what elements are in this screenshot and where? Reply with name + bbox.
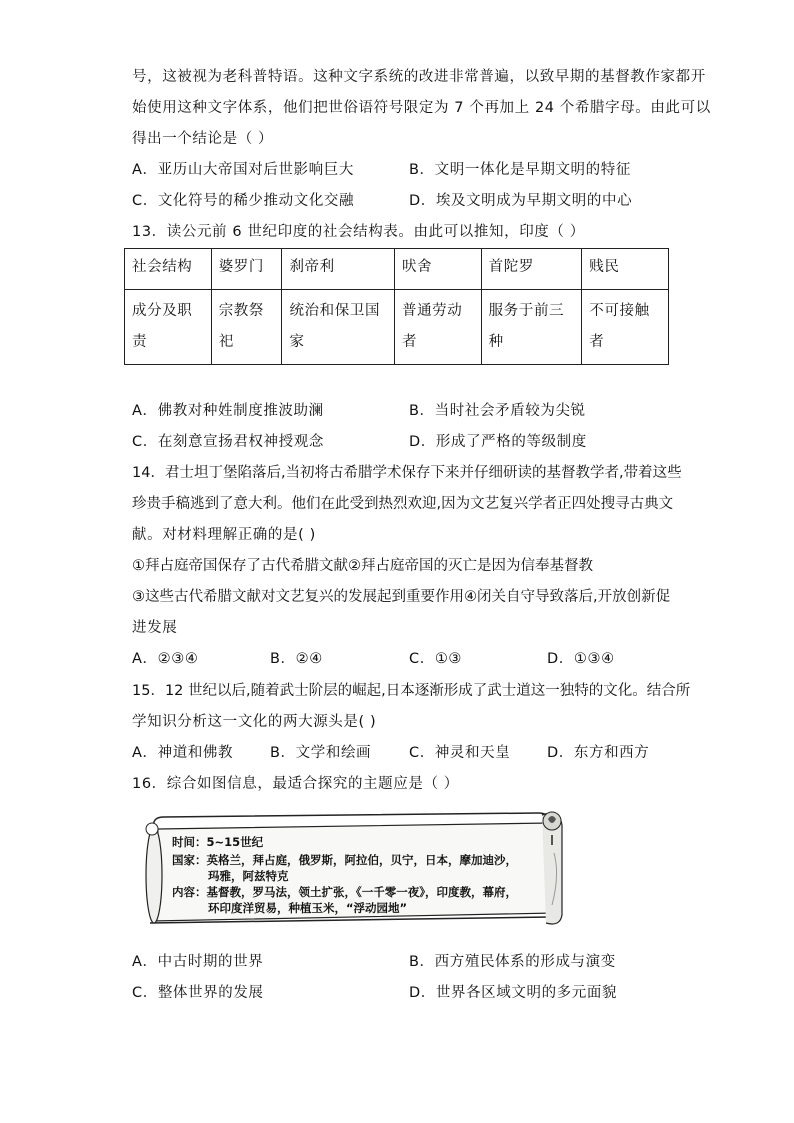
table-cell: 婆罗门 <box>211 249 282 290</box>
q12-stem-line-1: 号，这被视为老科普特语。这种文字系统的改进非常普遍，以致早期的基督教作家都开 <box>132 69 706 85</box>
q12-stem-line-2: 始使用这种文字体系，他们把世俗语符号限定为 7 个再加上 24 个希腊字母。由此可以 <box>132 100 711 116</box>
table-row <box>125 290 669 365</box>
table-cell: 统治和保卫国家 <box>282 290 395 365</box>
caste-structure-table <box>124 248 669 365</box>
q13-option-d: D．形成了严格的等级制度 <box>409 434 587 450</box>
q14-stem-line-1: 14．君士坦丁堡陷落后,当初将古希腊学术保存下来并仔细研读的基督教学者,带着这些 <box>132 465 682 481</box>
table-row <box>125 249 669 290</box>
q14-statement-4-cont: 进发展 <box>132 620 178 636</box>
q15-stem-line-2: 学知识分析这一文化的两大源头是( ) <box>132 714 377 730</box>
q12-stem-line-3: 得出一个结论是（ ） <box>132 131 274 147</box>
scroll-content-cont: 环印度洋贸易，种植玉米，“浮动园地” <box>208 901 408 915</box>
q12-option-d: D．埃及文明成为早期文明的中心 <box>409 193 633 209</box>
q14-option-b: B．②④ <box>270 651 323 667</box>
q14-statement-3-4: ③这些古代希腊文献对文艺复兴的发展起到重要作用④闭关自守导致落后,开放创新促 <box>132 589 671 605</box>
table-cell: 吠舍 <box>394 249 481 290</box>
q15-option-b: B．文学和绘画 <box>270 745 372 761</box>
q14-stem-line-3: 献。对材料理解正确的是( ) <box>132 527 316 543</box>
table-cell: 刹帝利 <box>282 249 395 290</box>
q13-option-a: A．佛教对种姓制度推波助澜 <box>132 403 324 419</box>
scroll-content-line: 内容：基督教，罗马法，领土扩张，《一千零一夜》，印度教，幕府， <box>172 885 517 899</box>
table-cell: 宗教祭祀 <box>211 290 282 365</box>
q14-option-c: C．①③ <box>409 651 463 667</box>
scroll-countries-line: 国家：英格兰，拜占庭，俄罗斯，阿拉伯，贝宁，日本，摩加迪沙， <box>172 853 517 867</box>
q16-option-c: C．整体世界的发展 <box>132 985 264 1001</box>
scroll-countries-cont: 玛雅，阿兹特克 <box>208 869 289 883</box>
q12-option-c: C．文化符号的稀少推动文化交融 <box>132 193 355 209</box>
q14-option-d: D．①③④ <box>547 651 615 667</box>
table-cell: 成分及职责 <box>125 290 212 365</box>
q13-stem: 13．读公元前 6 世纪印度的社会结构表。由此可以推知，印度（ ） <box>132 224 585 240</box>
q15-stem-line-1: 15．12 世纪以后,随着武士阶层的崛起,日本逐渐形成了武士道这一独特的文化。结合所 <box>132 683 691 699</box>
q14-statement-1-2: ①拜占庭帝国保存了古代希腊文献②拜占庭帝国的灭亡是因为信奉基督教 <box>132 558 593 574</box>
q16-stem: 16．综合如图信息，最适合探究的主题应是（ ） <box>132 776 459 792</box>
q12-option-a: A．亚历山大帝国对后世影响巨大 <box>132 162 354 178</box>
q12-option-b: B．文明一体化是早期文明的特征 <box>409 162 631 178</box>
q16-option-b: B．西方殖民体系的形成与演变 <box>409 954 616 970</box>
q16-option-a: A．中古时期的世界 <box>132 954 264 970</box>
table-cell: 不可接触者 <box>582 290 669 365</box>
table-cell: 普通劳动者 <box>394 290 481 365</box>
q13-option-c: C．在刻意宣扬君权神授观念 <box>132 434 324 450</box>
q16-option-d: D．世界各区域文明的多元面貌 <box>409 985 618 1001</box>
table-cell: 贱民 <box>582 249 669 290</box>
q15-option-a: A．神道和佛教 <box>132 745 234 761</box>
q13-option-b: B．当时社会矛盾较为尖锐 <box>409 403 586 419</box>
table-cell: 社会结构 <box>125 249 212 290</box>
table-cell: 首陀罗 <box>481 249 582 290</box>
table-cell: 服务于前三种 <box>481 290 582 365</box>
q15-option-d: D．东方和西方 <box>547 745 650 761</box>
q14-stem-line-2: 珍贵手稿逃到了意大利。他们在此受到热烈欢迎,因为文艺复兴学者正四处搜寻古典文 <box>132 496 674 512</box>
scroll-time-line: 时间：5~15世纪 <box>172 835 264 849</box>
q15-option-c: C．神灵和天皇 <box>409 745 511 761</box>
q14-option-a: A．②③④ <box>132 651 199 667</box>
